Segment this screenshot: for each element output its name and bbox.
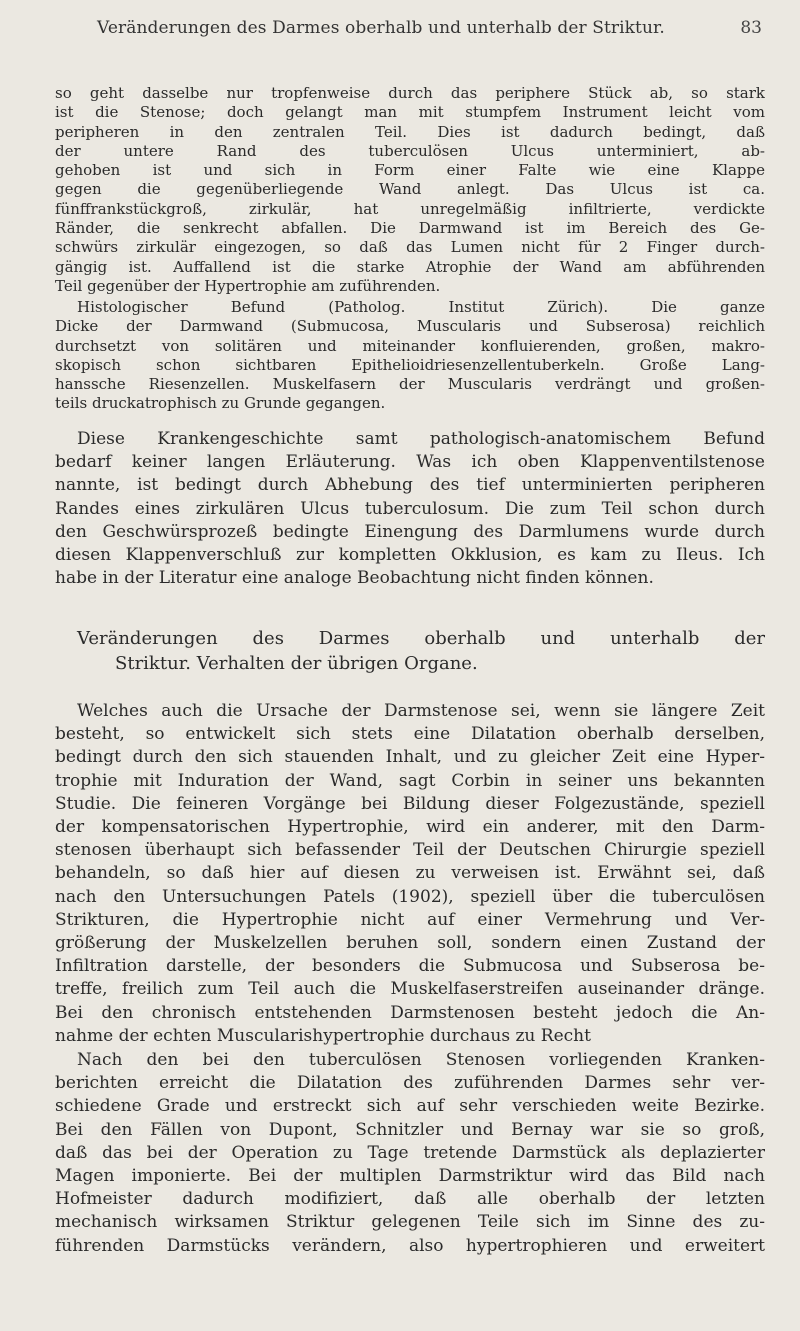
- text-line: hanssche Riesenzellen. Muskelfasern der Muscularis verdrängt und großen-: [55, 375, 765, 394]
- text-line: skopisch schon sichtbaren Epithelioidriesenzellentuberkeln. Große Lang-: [55, 355, 765, 374]
- text-line: den Geschwürsprozeß bedingte Einengung des Darmlumens wurde durch: [55, 521, 765, 542]
- text-line: nannte, ist bedingt durch Abhebung des tief unterminierten peripheren: [55, 475, 765, 496]
- text-line: mechanisch wirksamen Striktur gelegenen Teile sich im Sinne des zu-: [55, 1212, 765, 1233]
- text-line: Hofmeister dadurch modifiziert, daß alle oberhalb der letzten: [55, 1189, 765, 1210]
- histology-paragraph: [55, 298, 765, 414]
- text-line: gegen die gegenüberliegende Wand anlegt. Das Ulcus ist ca.: [55, 180, 765, 199]
- text-line: schiedene Grade und erstreckt sich auf sehr verschieden weite Bezirke.: [55, 1096, 765, 1117]
- text-line: größerung der Muskelzellen beruhen soll, sondern einen Zustand der: [55, 933, 765, 954]
- text-line: peripheren in den zentralen Teil. Dies ist dadurch bedingt, daß: [55, 122, 765, 141]
- text-line: habe in der Literatur eine analoge Beobachtung nicht finden können.: [55, 568, 654, 589]
- text-line: bedarf keiner langen Erläuterung. Was ich oben Klappenventilstenose: [55, 452, 765, 473]
- running-head-title: Veränderungen des Darmes oberhalb und unterhalb der Striktur.: [97, 18, 665, 38]
- text-line: Bei den chronisch entstehenden Darmstenosen besteht jedoch die An-: [55, 1002, 765, 1023]
- text-line: der kompensatorischen Hypertrophie, wird ein anderer, mit den Darm-: [55, 817, 765, 838]
- text-line: nahme der echten Muscularishypertrophie durchaus zu Recht: [55, 1025, 591, 1046]
- text-line: gehoben ist und sich in Form einer Falte wie eine Klappe: [55, 161, 765, 180]
- text-line: Diese Krankengeschichte samt pathologisch-anatomischem Befund: [77, 429, 765, 449]
- text-line: Ränder, die senkrecht abfallen. Die Darmwand ist im Bereich des Ge-: [55, 219, 765, 238]
- text-line: ist die Stenose; doch gelangt man mit stumpfem Instrument leicht vom: [55, 103, 765, 122]
- text-line: Strikturen, die Hypertrophie nicht auf einer Vermehrung und Ver-: [55, 909, 765, 930]
- text-line: Welches auch die Ursache der Darmstenose sei, wenn sie längere Zeit: [77, 701, 765, 721]
- running-head: [97, 18, 762, 44]
- text-line: gängig ist. Auffallend ist die starke Atrophie der Wand am abführenden: [55, 257, 765, 276]
- heading-line: Striktur. Verhalten der übrigen Organe.: [115, 653, 478, 674]
- text-line: trophie mit Induration der Wand, sagt Corbin in seiner uns bekannten: [55, 770, 765, 791]
- text-line: Dicke der Darmwand (Submucosa, Muscularis und Subserosa) reichlich: [55, 317, 765, 336]
- text-line: Studie. Die feineren Vorgänge bei Bildung dieser Folgezustände, speziell: [55, 793, 765, 814]
- text-line: behandeln, so daß hier auf diesen zu verweisen ist. Erwähnt sei, daß: [55, 863, 765, 884]
- text-line: stenosen überhaupt sich befassender Teil der Deutschen Chirurgie speziell: [55, 840, 765, 861]
- text-line: führenden Darmstücks verändern, also hypertrophieren und erweitert: [55, 1235, 765, 1256]
- page-number: 83: [740, 18, 762, 38]
- text-line: nach den Untersuchungen Patels (1902), speziell über die tuberculösen: [55, 886, 765, 907]
- text-line: berichten erreicht die Dilatation des zuführenden Darmes sehr ver-: [55, 1073, 765, 1094]
- text-line: schwürs zirkulär eingezogen, so daß das Lumen nicht für 2 Finger durch-: [55, 238, 765, 257]
- text-line: Magen imponierte. Bei der multiplen Darmstriktur wird das Bild nach: [55, 1166, 765, 1187]
- text-line: fünffrankstückgroß, zirkulär, hat unregelmäßig infiltrierte, verdickte: [55, 199, 765, 218]
- text-line: Bei den Fällen von Dupont, Schnitzler und Bernay war sie so groß,: [55, 1119, 765, 1140]
- text-line: besteht, so entwickelt sich stets eine Dilatation oberhalb derselben,: [55, 724, 765, 745]
- text-line: bedingt durch den sich stauenden Inhalt, und zu gleicher Zeit eine Hyper-: [55, 747, 765, 768]
- text-line: daß das bei der Operation zu Tage tretende Darmstück als deplazierter: [55, 1142, 765, 1163]
- text-line: diesen Klappenverschluß zur kompletten Okklusion, es kam zu Ileus. Ich: [55, 545, 765, 566]
- text-line: Teil gegenüber der Hypertrophie am zuführenden.: [55, 276, 441, 295]
- text-line: so geht dasselbe nur tropfenweise durch das periphere Stück ab, so stark: [55, 84, 765, 102]
- discussion-paragraph: [55, 428, 765, 590]
- heading-line: Veränderungen des Darmes oberhalb und unterhalb der: [77, 628, 765, 649]
- section-heading: [55, 626, 765, 676]
- text-line: Infiltration darstelle, der besonders die Submucosa und Subserosa be-: [55, 956, 765, 977]
- body-paragraph: [55, 1049, 765, 1258]
- text-line: treffe, freilich zum Teil auch die Muskelfaserstreifen auseinander dränge.: [55, 979, 765, 1000]
- text-line: der untere Rand des tuberculösen Ulcus unterminiert, ab-: [55, 141, 765, 160]
- text-line: durchsetzt von solitären und miteinander konfluierenden, großen, makro-: [55, 336, 765, 355]
- text-line: Histologischer Befund (Patholog. Institut Zürich). Die ganze: [77, 298, 765, 316]
- text-line: teils druckatrophisch zu Grunde gegangen.: [55, 394, 386, 413]
- text-line: Randes eines zirkulären Ulcus tuberculosum. Die zum Teil schon durch: [55, 498, 765, 519]
- case-report-paragraph: [55, 84, 765, 296]
- body-paragraph: [55, 700, 765, 1048]
- text-line: Nach den bei den tuberculösen Stenosen vorliegenden Kranken-: [77, 1050, 765, 1070]
